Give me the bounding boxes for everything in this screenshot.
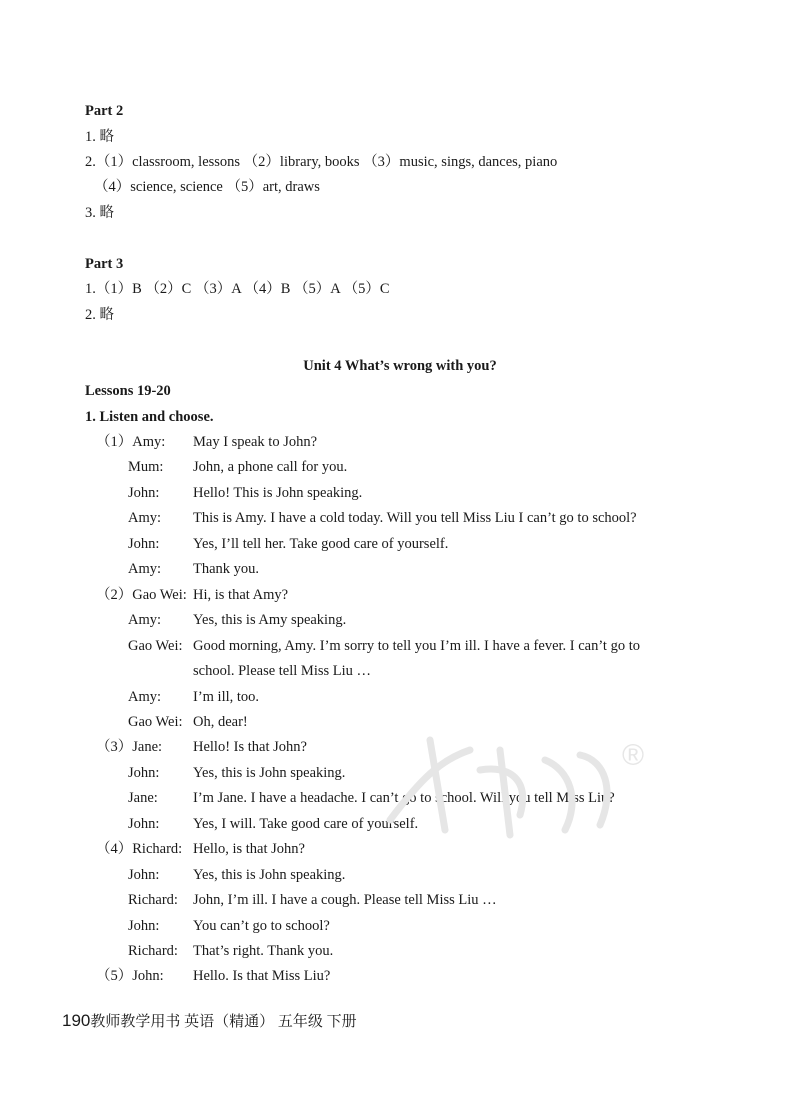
dialogue-speaker: （4）Richard:	[96, 841, 183, 857]
dialogue-text: Thank you.	[193, 561, 260, 577]
part2-item2-line2: （4）science, science （5）art, draws	[94, 179, 320, 195]
dialogue-text: Oh, dear!	[193, 714, 248, 730]
dialogue-speaker: Jane:	[128, 790, 158, 806]
page-number: 190	[62, 1011, 91, 1030]
dialogue-speaker: Richard:	[128, 943, 178, 959]
dialogue-text: Yes, this is Amy speaking.	[193, 612, 347, 628]
dialogue-speaker: Amy:	[128, 510, 162, 526]
dialogue-speaker: Gao Wei:	[128, 714, 183, 730]
dialogue-speaker: John:	[128, 765, 160, 781]
lessons-heading: Lessons 19-20	[85, 383, 171, 399]
dialogue-text: You can’t go to school?	[193, 918, 330, 934]
part2-item3: 3. 略	[85, 205, 114, 221]
dialogue-text: Yes, I’ll tell her. Take good care of yourself.	[193, 536, 449, 552]
dialogue-speaker: John:	[128, 867, 160, 883]
dialogue-speaker: Amy:	[128, 689, 162, 705]
dialogue-speaker: Gao Wei:	[128, 638, 183, 654]
dialogue-speaker: Mum:	[128, 459, 164, 475]
exercise-heading: 1. Listen and choose.	[85, 409, 214, 425]
dialogue-text: I’m Jane. I have a headache. I can’t go to school. Will you tell Miss Liu?	[193, 790, 615, 806]
dialogue-text: Hello, is that John?	[193, 841, 305, 857]
part2-item1: 1. 略	[85, 129, 114, 145]
dialogue-text: Yes, this is John speaking.	[193, 765, 346, 781]
dialogue-speaker: John:	[128, 485, 160, 501]
dialogue-speaker: （5）John:	[96, 968, 164, 984]
part2-heading: Part 2	[85, 103, 124, 119]
dialogue-speaker: （1）Amy:	[96, 434, 166, 450]
dialogue-text: Hello! This is John speaking.	[193, 485, 363, 501]
dialogue-speaker: Amy:	[128, 612, 162, 628]
part3-heading: Part 3	[85, 256, 124, 272]
dialogue-text: John, a phone call for you.	[193, 459, 348, 475]
part2-item2-line1: 2.（1）classroom, lessons （2）library, books （3）music, sings, dances, piano	[85, 154, 558, 170]
registered-mark: ®	[622, 739, 645, 772]
dialogue-speaker: John:	[128, 816, 160, 832]
dialogue-text: John, I’m ill. I have a cough. Please tell Miss Liu …	[193, 892, 497, 908]
dialogue-text: Yes, I will. Take good care of yourself.	[193, 816, 419, 832]
dialogue-speaker: Richard:	[128, 892, 178, 908]
book-title: 教师教学用书 英语（精通） 五年级 下册	[90, 1014, 357, 1030]
dialogue-speaker: John:	[128, 918, 160, 934]
dialogue-text: Hi, is that Amy?	[193, 587, 289, 603]
dialogue-speaker: John:	[128, 536, 160, 552]
dialogue-speaker: （2）Gao Wei:	[96, 587, 187, 603]
dialogue-text: Yes, this is John speaking.	[193, 867, 346, 883]
dialogue-text: I’m ill, too.	[193, 689, 260, 705]
dialogue-text: Hello. Is that Miss Liu?	[193, 968, 331, 984]
dialogue-text: Good morning, Amy. I’m sorry to tell you I’m ill. I have a fever. I can’t go to	[193, 638, 640, 654]
dialogue-speaker: （3）Jane:	[96, 739, 163, 755]
dialogue-text: Hello! Is that John?	[193, 739, 307, 755]
page-footer	[62, 1011, 357, 1032]
unit-title: Unit 4 What’s wrong with you?	[303, 358, 497, 374]
part3-item2: 2. 略	[85, 307, 114, 323]
dialogue-speaker: Amy:	[128, 561, 162, 577]
dialogue-text: May I speak to John?	[193, 434, 318, 450]
dialogue-text: That’s right. Thank you.	[193, 943, 334, 959]
part3-item1: 1.（1）B （2）C （3）A （4）B （5）A （5）C	[85, 281, 390, 297]
dialogue-text: This is Amy. I have a cold today. Will you tell Miss Liu I can’t go to school?	[193, 510, 637, 526]
dialogue-text: school. Please tell Miss Liu …	[193, 663, 372, 679]
